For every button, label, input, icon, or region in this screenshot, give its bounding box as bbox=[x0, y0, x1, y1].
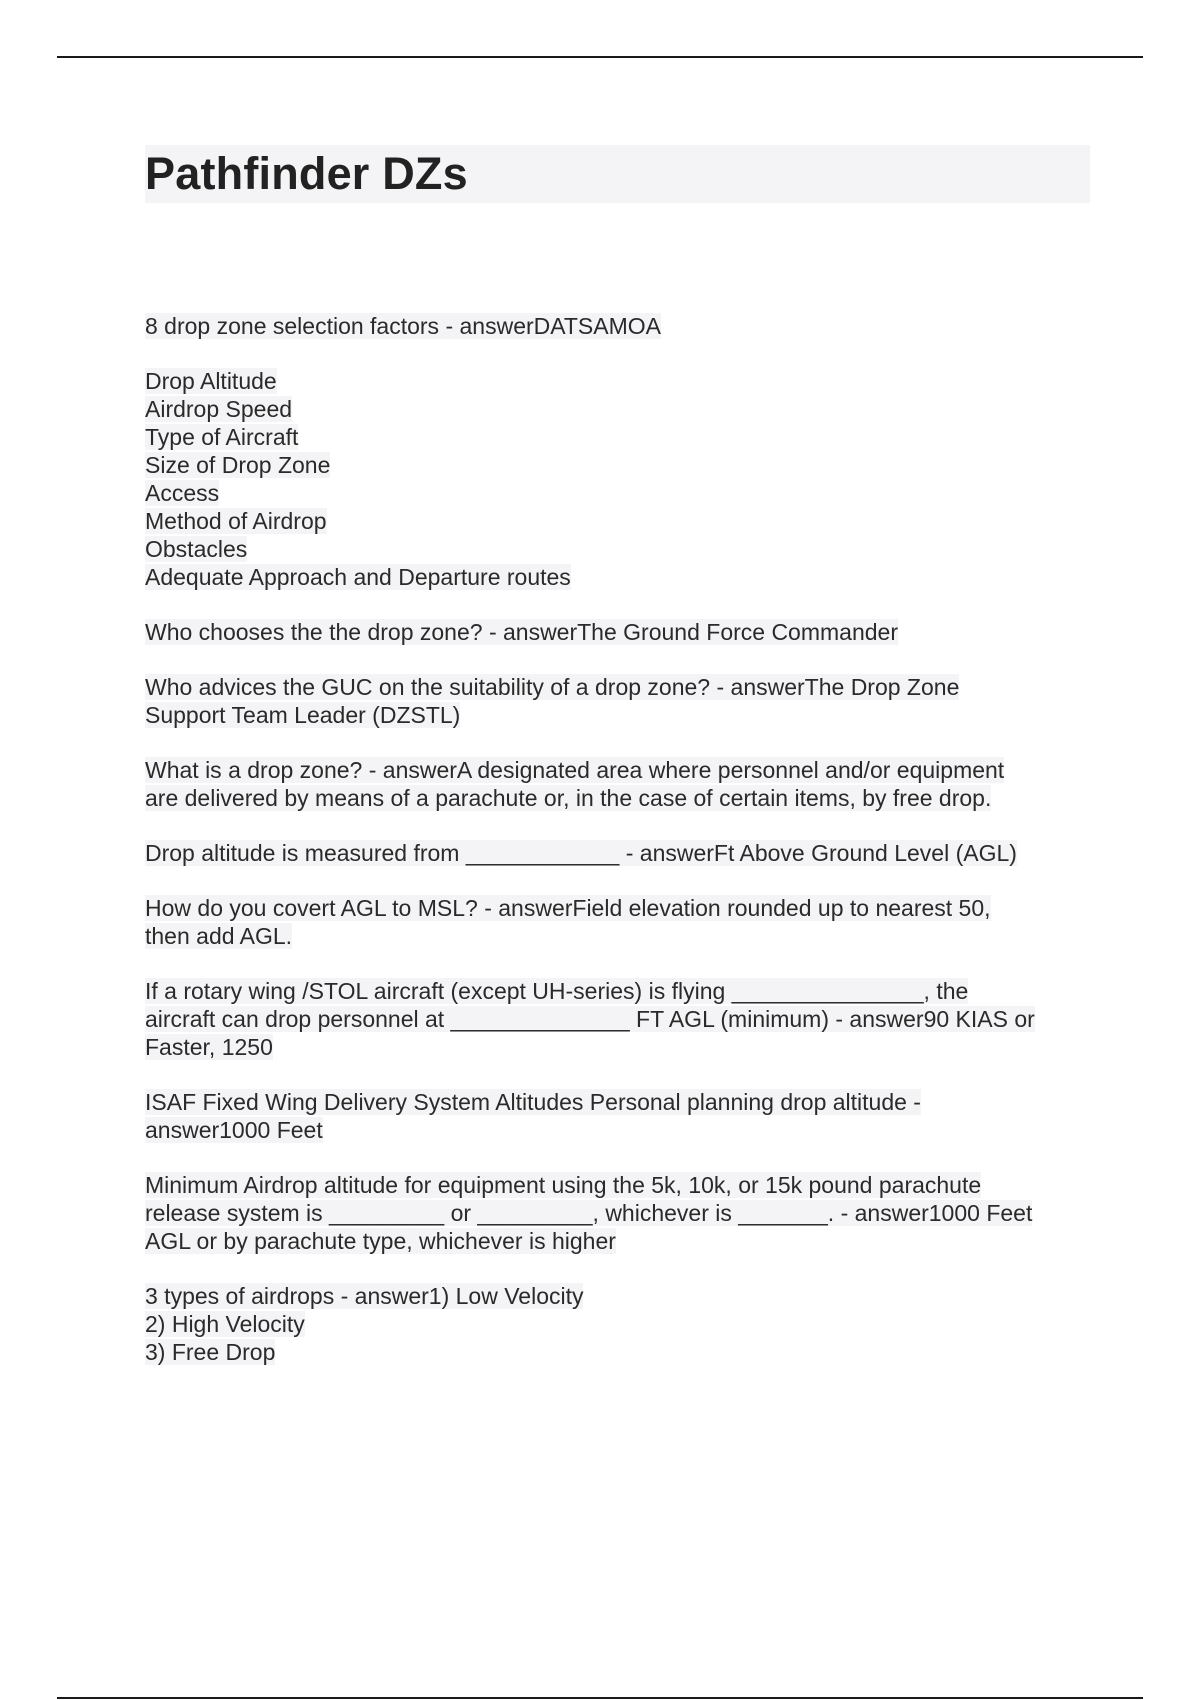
text-line: are delivered by means of a parachute or, in the case of certain items, by free drop. bbox=[145, 785, 992, 811]
qa-block bbox=[145, 977, 1095, 1061]
text-line: Minimum Airdrop altitude for equipment using the 5k, 10k, or 15k pound parachute bbox=[145, 1172, 982, 1198]
text-line: ISAF Fixed Wing Delivery System Altitudes Personal planning drop altitude - bbox=[145, 1089, 921, 1115]
list-item: Type of Aircraft bbox=[145, 424, 299, 450]
text-line: How do you covert AGL to MSL? - answerField elevation rounded up to nearest 50, bbox=[145, 895, 991, 921]
text-line: Who advices the GUC on the suitability of a drop zone? - answerThe Drop Zone bbox=[145, 674, 960, 700]
qa-block bbox=[145, 1282, 1095, 1366]
text-line: Drop altitude is measured from ____________ - answerFt Above Ground Level (AGL) bbox=[145, 840, 1017, 866]
text-line: Faster, 1250 bbox=[145, 1034, 273, 1060]
text-line: release system is _________ or _________, whichever is _______. - answer1000 Feet bbox=[145, 1200, 1033, 1226]
list-item: Size of Drop Zone bbox=[145, 452, 331, 478]
page-title: Pathfinder DZs bbox=[145, 148, 468, 199]
document-body bbox=[145, 312, 1095, 1366]
list-item: Adequate Approach and Departure routes bbox=[145, 564, 571, 590]
text-line: AGL or by parachute type, whichever is higher bbox=[145, 1228, 616, 1254]
qa-block bbox=[145, 618, 1095, 646]
text-line: answer1000 Feet bbox=[145, 1117, 323, 1143]
text-line: If a rotary wing /STOL aircraft (except UH-series) is flying _______________, the bbox=[145, 978, 969, 1004]
qa-block bbox=[145, 673, 1095, 729]
list-item: Obstacles bbox=[145, 536, 248, 562]
factor-list bbox=[145, 367, 1095, 591]
qa-block bbox=[145, 839, 1095, 867]
list-item: Drop Altitude bbox=[145, 368, 277, 394]
text-line: 8 drop zone selection factors - answerDATSAMOA bbox=[145, 313, 662, 339]
text-line: What is a drop zone? - answerA designated area where personnel and/or equipment bbox=[145, 757, 1005, 783]
list-item: Access bbox=[145, 480, 220, 506]
qa-block bbox=[145, 1088, 1095, 1144]
list-item: Airdrop Speed bbox=[145, 396, 293, 422]
qa-block bbox=[145, 756, 1095, 812]
list-item: Method of Airdrop bbox=[145, 508, 327, 534]
text-line: then add AGL. bbox=[145, 923, 293, 949]
qa-block bbox=[145, 312, 1095, 340]
text-line: Support Team Leader (DZSTL) bbox=[145, 702, 461, 728]
top-rule bbox=[57, 56, 1143, 58]
text-line: Who chooses the the drop zone? - answerThe Ground Force Commander bbox=[145, 619, 898, 645]
qa-block bbox=[145, 1171, 1095, 1255]
text-line: 3 types of airdrops - answer1) Low Velocity bbox=[145, 1283, 584, 1309]
bottom-rule bbox=[57, 1697, 1143, 1699]
qa-block bbox=[145, 894, 1095, 950]
text-line: 3) Free Drop bbox=[145, 1339, 276, 1365]
text-line: 2) High Velocity bbox=[145, 1311, 305, 1337]
text-line: aircraft can drop personnel at ______________ FT AGL (minimum) - answer90 KIAS or bbox=[145, 1006, 1035, 1032]
